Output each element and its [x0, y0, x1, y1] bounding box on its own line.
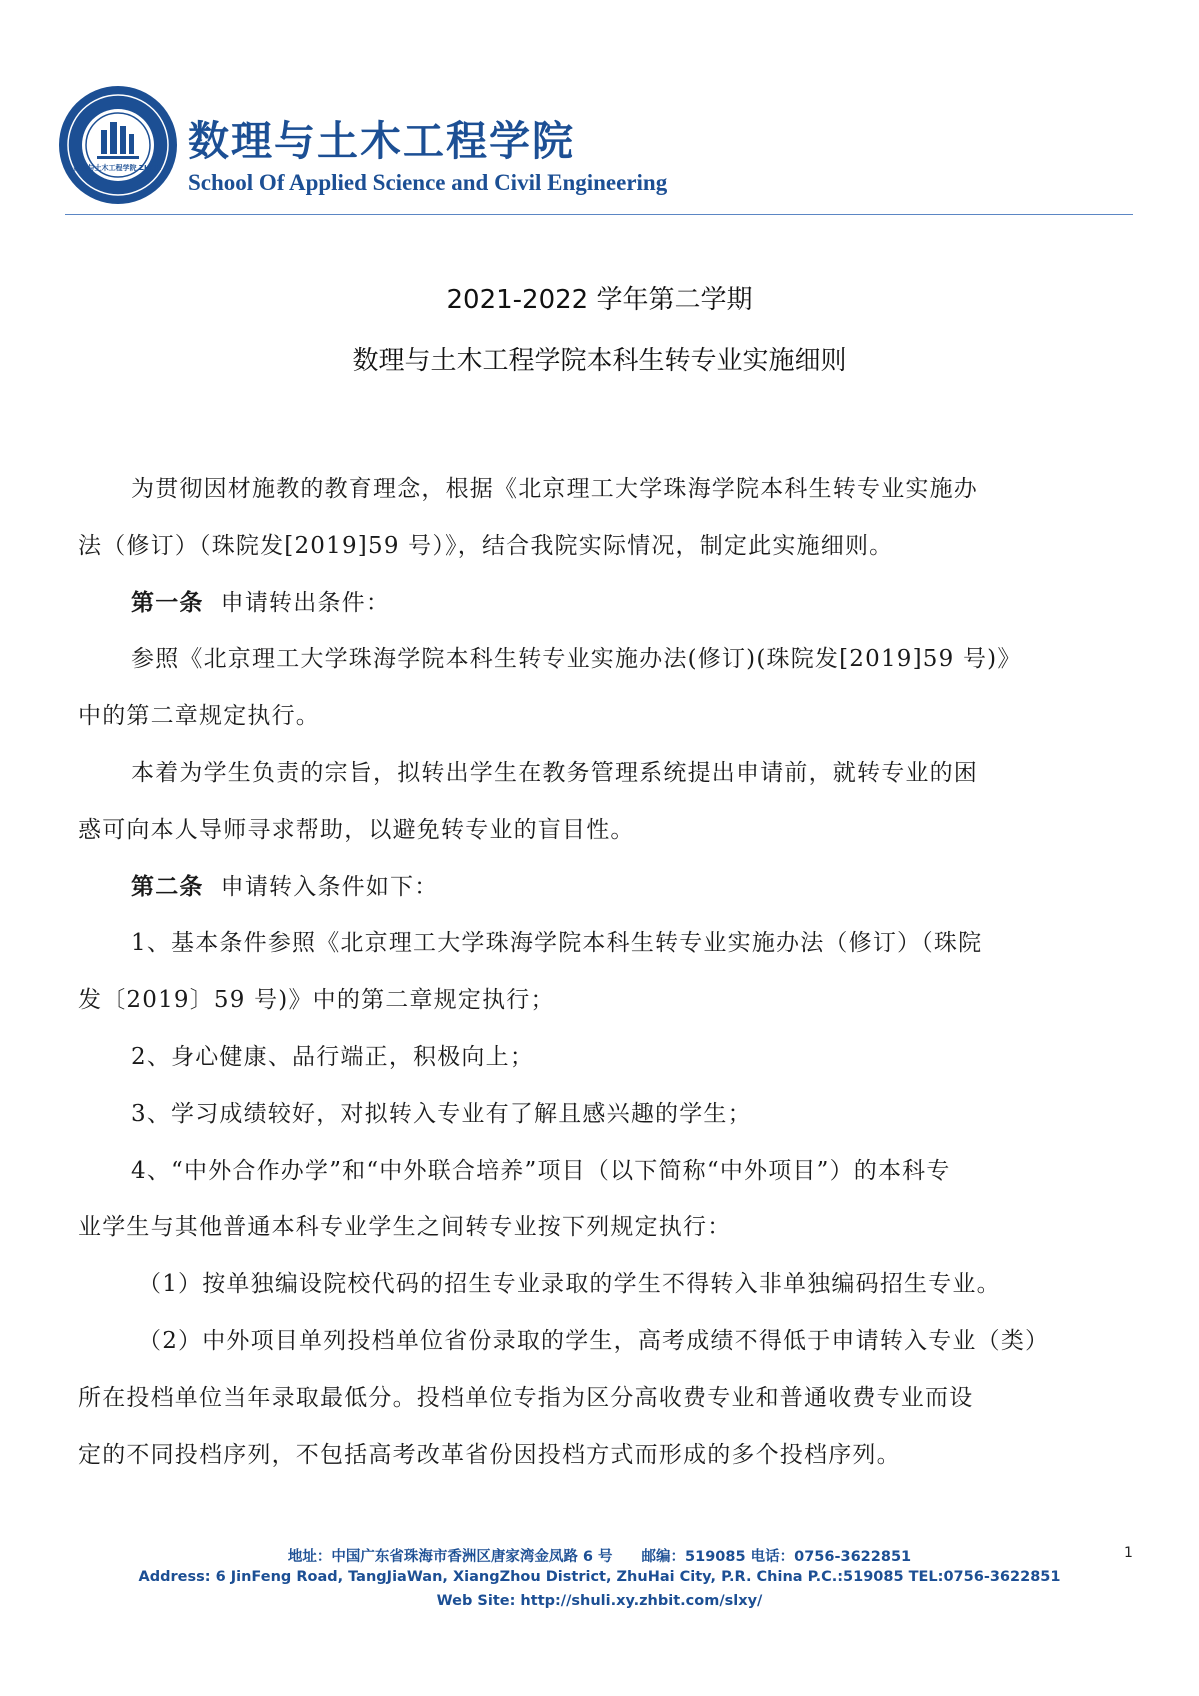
article-2-sub-1: （1）按单独编设院校代码的招生专业录取的学生不得转入非单独编码招生专业。 — [138, 1271, 1001, 1298]
intro-line-1: 为贯彻因材施教的教育理念，根据《北京理工大学珠海学院本科生转专业实施办 — [131, 476, 978, 502]
article-2-label: 第二条 — [131, 873, 204, 900]
article-2-item-4-line-1: 4、“中外合作办学”和“中外联合培养”项目（以下简称“中外项目”）的本科专 — [131, 1157, 951, 1184]
footer-website: Web Site: http://shuli.xy.zhbit.com/slxy/ — [436, 1593, 763, 1609]
footer-address-cn: 地址：中国广东省珠海市香洲区唐家湾金凤路 6 号 邮编：519085 电话：0756-3622851 — [287, 1549, 912, 1565]
document-title-line-2: 数理与土木工程学院本科生转专业实施细则 — [352, 346, 847, 376]
article-1-para-2-line-1: 本着为学生负责的宗旨，拟转出学生在教务管理系统提出申请前，就转专业的困 — [131, 759, 978, 786]
article-1-para-1-line-1: 参照《北京理工大学珠海学院本科生转专业实施办法(修订)(珠院发[2019]59 号)》 — [131, 646, 1022, 673]
article-2-item-1-line-2: 发〔2019〕59 号)》中的第二章规定执行； — [78, 987, 555, 1014]
intro-line-2: 法（修订）（珠院发[2019]59 号）》，结合我院实际情况，制定此实施细则。 — [78, 532, 894, 559]
article-2-sub-2-line-2: 所在投档单位当年录取最低分。投档单位专指为区分高收费专业和普通收费专业而设 — [78, 1384, 974, 1411]
article-1-heading — [78, 575, 1138, 632]
school-name-en: School Of Applied Science and Civil Engineering — [188, 170, 668, 195]
letterhead — [0, 0, 1199, 220]
article-1-para-2-line-2: 惑可向本人导师寻求帮助，以避免转专业的盲目性。 — [78, 816, 635, 843]
article-2-item-3: 3、学习成绩较好，对拟转入专业有了解且感兴趣的学生； — [131, 1100, 752, 1127]
article-2-heading — [78, 859, 1138, 916]
school-logo — [57, 84, 179, 206]
article-1-title: 申请转出条件： — [220, 589, 391, 616]
article-2-sub-2-line-3: 定的不同投档序列，不包括高考改革省份因投档方式而形成的多个投档序列。 — [78, 1441, 901, 1468]
article-2-item-1-line-1: 1、基本条件参照《北京理工大学珠海学院本科生转专业实施办法（修订）（珠院 — [131, 930, 983, 957]
header-divider — [65, 214, 1133, 215]
article-1-para-1-line-2: 中的第二章规定执行。 — [78, 703, 320, 730]
article-2-item-2: 2、身心健康、品行端正，积极向上； — [131, 1043, 535, 1070]
document-title-line-1: 2021-2022 学年第二学期 — [446, 285, 753, 315]
svg-text:数理与土木工程学院 ZHBIT: 数理与土木工程学院 ZHBIT — [73, 164, 163, 172]
document-body — [78, 461, 1138, 1483]
article-2-sub-2-line-1: （2）中外项目单列投档单位省份录取的学生，高考成绩不得低于申请转入专业（类） — [138, 1327, 1050, 1354]
article-2-title: 申请转入条件如下： — [220, 873, 439, 900]
page-number: 1 — [1124, 1545, 1133, 1561]
footer-address-en: Address: 6 JinFeng Road, TangJiaWan, XiangZhou District, ZhuHai City, P.R. China P.C.:519085 TEL:0756-3622851 — [138, 1569, 1061, 1585]
article-2-item-4-line-2: 业学生与其他普通本科专业学生之间转专业按下列规定执行： — [78, 1214, 732, 1241]
article-1-label: 第一条 — [131, 589, 204, 616]
school-name-cn: 数理与土木工程学院 — [188, 117, 575, 165]
